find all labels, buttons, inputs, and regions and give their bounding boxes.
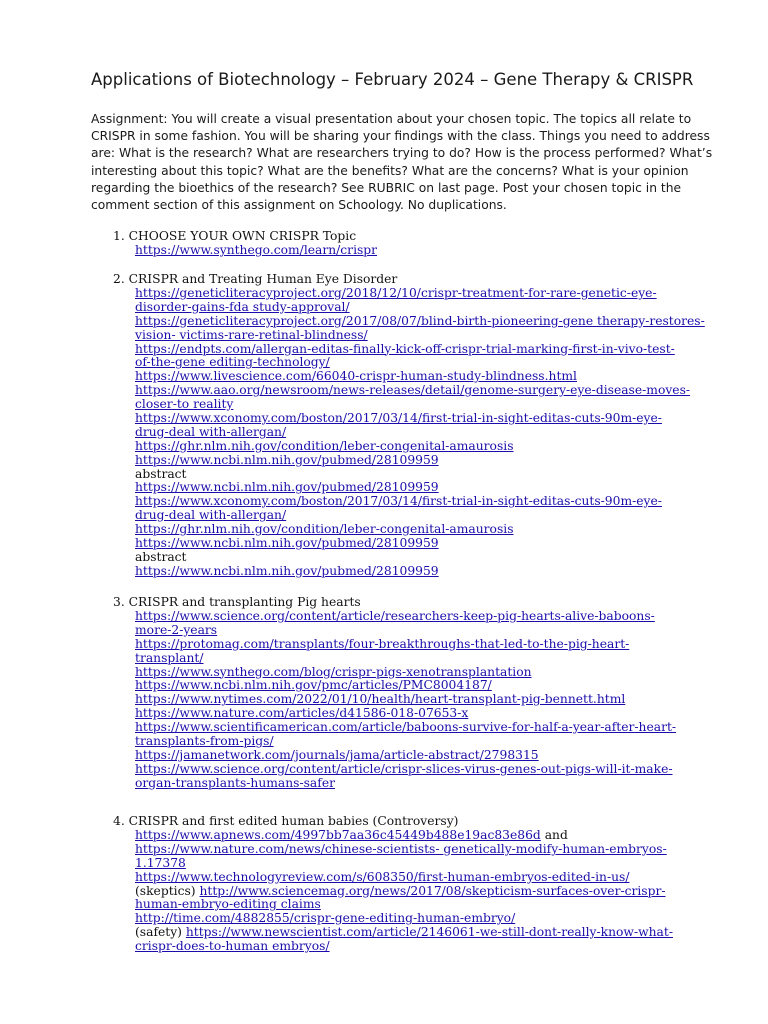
link-line bbox=[135, 343, 705, 357]
link-line bbox=[135, 315, 705, 329]
link-line bbox=[135, 454, 705, 468]
reference-link[interactable]: of-the-gene editing-technology/ bbox=[135, 355, 330, 370]
link-line bbox=[135, 356, 705, 370]
link-line bbox=[135, 244, 377, 258]
link-annotation: (skeptics) bbox=[135, 883, 200, 898]
link-line bbox=[135, 426, 705, 440]
link-line bbox=[135, 721, 676, 735]
reference-link[interactable]: https://geneticliteracyproject.org/2018/12/10/crispr-treatment-for-rare-genetic-eye- bbox=[135, 286, 657, 300]
assignment-line: interesting about this topic? What are the benefits? What are the concerns? What is your opinion bbox=[91, 163, 689, 178]
reference-link[interactable]: https://www.nytimes.com/2022/01/10/health/heart-transplant-pig-bennett.html bbox=[135, 692, 626, 707]
link-line bbox=[135, 898, 673, 912]
link-line bbox=[135, 679, 676, 693]
reference-link[interactable]: organ-transplants-humans-safer bbox=[135, 775, 335, 790]
reference-link[interactable]: 1.17378 bbox=[135, 855, 186, 870]
link-line bbox=[135, 551, 705, 565]
reference-link[interactable]: https://www.ncbi.nlm.nih.gov/pubmed/28109959 bbox=[135, 452, 439, 467]
link-line bbox=[135, 537, 705, 551]
link-line bbox=[135, 509, 705, 523]
reference-link[interactable]: https://www.nature.com/articles/d41586-018-07653-x bbox=[135, 706, 469, 721]
link-list bbox=[135, 287, 705, 579]
assignment-line: CRISPR in some fashion. You will be sharing your findings with the class. Things you need to address bbox=[91, 129, 710, 144]
topic-heading: 1. CHOOSE YOUR OWN CRISPR Topic bbox=[113, 229, 357, 243]
link-list bbox=[135, 610, 676, 791]
link-annotation: and bbox=[540, 828, 568, 842]
document-title: Applications of Biotechnology – February 2024 – Gene Therapy & CRISPR bbox=[91, 70, 694, 89]
link-line bbox=[135, 565, 705, 579]
topic-section-1 bbox=[113, 229, 377, 258]
link-line bbox=[135, 384, 705, 398]
assignment-line: comment section of this assignment on Schoology. No duplications. bbox=[91, 198, 507, 213]
reference-link[interactable]: https://www.apnews.com/4997bb7aa36c45449b488e19ac83e86d bbox=[135, 828, 541, 842]
reference-link[interactable]: https://www.synthego.com/learn/crispr bbox=[135, 243, 378, 257]
link-line bbox=[135, 843, 673, 857]
reference-link[interactable]: drug-deal with-allergan/ bbox=[135, 508, 287, 523]
topic-heading: 4. CRISPR and first edited human babies (Controversy) bbox=[113, 814, 459, 828]
reference-link[interactable]: https://www.xconomy.com/boston/2017/03/14/first-trial-in-sight-editas-cuts-90m-eye- bbox=[135, 494, 662, 509]
link-line bbox=[135, 370, 705, 384]
reference-link[interactable]: https://www.ncbi.nlm.nih.gov/pmc/articles/PMC8004187/ bbox=[135, 678, 492, 693]
reference-link[interactable]: closer-to reality bbox=[135, 397, 234, 412]
link-line bbox=[135, 638, 676, 652]
topic-section-2 bbox=[113, 272, 705, 579]
link-line bbox=[135, 440, 705, 454]
link-line bbox=[135, 707, 676, 721]
reference-link[interactable]: human-embryo-editing claims bbox=[135, 897, 321, 912]
link-line bbox=[135, 763, 676, 777]
link-list bbox=[135, 244, 377, 258]
link-line bbox=[135, 777, 676, 791]
link-line bbox=[135, 940, 673, 954]
reference-link[interactable]: https://protomag.com/transplants/four-breakthroughs-that-led-to-the-pig-heart- bbox=[135, 636, 630, 651]
link-line bbox=[135, 398, 705, 412]
link-line bbox=[135, 610, 676, 624]
reference-link[interactable]: http://www.sciencemag.org/news/2017/08/skepticism-surfaces-over-crispr- bbox=[199, 883, 666, 898]
link-line bbox=[135, 301, 705, 315]
link-line bbox=[135, 666, 676, 680]
reference-link[interactable]: https://www.livescience.com/66040-crispr-human-study-blindness.html bbox=[135, 369, 577, 384]
reference-link[interactable]: https://www.technologyreview.com/s/608350/first-human-embryos-edited-in-us/ bbox=[135, 869, 630, 884]
reference-link[interactable]: https://www.nature.com/news/chinese-scientists- genetically-modify-human-embryos- bbox=[135, 841, 667, 856]
topic-section-4 bbox=[113, 814, 673, 954]
reference-link[interactable]: disorder-gains-fda study-approval/ bbox=[135, 299, 350, 314]
reference-link[interactable]: vision- victims-rare-retinal-blindness/ bbox=[135, 327, 368, 342]
link-line bbox=[135, 481, 705, 495]
reference-link[interactable]: https://www.xconomy.com/boston/2017/03/14/first-trial-in-sight-editas-cuts-90m-eye- bbox=[135, 411, 662, 426]
reference-link[interactable]: https://www.ncbi.nlm.nih.gov/pubmed/28109959 bbox=[135, 563, 439, 578]
link-line bbox=[135, 912, 673, 926]
reference-link[interactable]: https://www.aao.org/newsroom/news-releases/detail/genome-surgery-eye-disease-moves- bbox=[135, 383, 691, 398]
reference-link[interactable]: https://www.scientificamerican.com/article/baboons-survive-for-half-a-year-after-heart- bbox=[135, 720, 677, 735]
link-line bbox=[135, 735, 676, 749]
link-line bbox=[135, 829, 673, 843]
link-line bbox=[135, 871, 673, 885]
assignment-line: are: What is the research? What are researchers trying to do? How is the process performed? What’s bbox=[91, 146, 713, 161]
link-line bbox=[135, 926, 673, 940]
link-list bbox=[135, 829, 673, 954]
reference-link[interactable]: https://jamanetwork.com/journals/jama/article-abstract/2798315 bbox=[135, 747, 539, 762]
reference-link[interactable]: https://www.science.org/content/article/crispr-slices-virus-genes-out-pigs-will-it-make- bbox=[135, 761, 673, 776]
link-line bbox=[135, 749, 676, 763]
reference-link[interactable]: https://www.ncbi.nlm.nih.gov/pubmed/28109959 bbox=[135, 536, 439, 551]
link-line bbox=[135, 412, 705, 426]
link-line bbox=[135, 495, 705, 509]
reference-link[interactable]: https://ghr.nlm.nih.gov/condition/leber-congenital-amaurosis bbox=[135, 522, 514, 537]
reference-link[interactable]: https://www.newscientist.com/article/2146061-we-still-dont-really-know-what- bbox=[185, 925, 673, 940]
reference-link[interactable]: https://www.synthego.com/blog/crispr-pigs-xenotransplantation bbox=[135, 664, 532, 679]
link-line bbox=[135, 693, 676, 707]
link-line bbox=[135, 523, 705, 537]
link-annotation: abstract bbox=[135, 466, 187, 481]
reference-link[interactable]: crispr-does-to-human embryos/ bbox=[135, 939, 330, 954]
reference-link[interactable]: drug-deal with-allergan/ bbox=[135, 424, 287, 439]
reference-link[interactable]: http://time.com/4882855/crispr-gene-editing-human-embryo/ bbox=[135, 911, 516, 926]
assignment-line: regarding the bioethics of the research? See RUBRIC on last page. Post your chosen topic in the bbox=[91, 180, 682, 195]
link-line bbox=[135, 652, 676, 666]
reference-link[interactable]: more-2-years bbox=[135, 622, 218, 637]
link-line bbox=[135, 468, 705, 482]
topic-heading: 3. CRISPR and transplanting Pig hearts bbox=[113, 595, 361, 609]
link-line bbox=[135, 624, 676, 638]
reference-link[interactable]: https://www.science.org/content/article/researchers-keep-pig-hearts-alive-baboons- bbox=[135, 609, 655, 623]
reference-link[interactable]: transplants-from-pigs/ bbox=[135, 734, 274, 749]
link-annotation: abstract bbox=[135, 549, 187, 564]
assignment-paragraph bbox=[91, 111, 741, 214]
link-annotation: (safety) bbox=[135, 925, 186, 940]
reference-link[interactable]: https://geneticliteracyproject.org/2017/08/07/blind-birth-pioneering-gene therapy-restores- bbox=[135, 313, 705, 328]
link-line bbox=[135, 857, 673, 871]
reference-link[interactable]: https://ghr.nlm.nih.gov/condition/leber-congenital-amaurosis bbox=[135, 438, 514, 453]
reference-link[interactable]: https://endpts.com/allergan-editas-finally-kick-off-crispr-trial-marking-first-in-vivo-test- bbox=[135, 341, 675, 356]
link-line bbox=[135, 287, 705, 301]
topic-heading: 2. CRISPR and Treating Human Eye Disorder bbox=[113, 272, 398, 286]
link-line bbox=[135, 885, 673, 899]
reference-link[interactable]: transplant/ bbox=[135, 650, 204, 665]
topic-section-3 bbox=[113, 595, 676, 791]
reference-link[interactable]: https://www.ncbi.nlm.nih.gov/pubmed/28109959 bbox=[135, 480, 439, 495]
link-line bbox=[135, 329, 705, 343]
assignment-line: Assignment: You will create a visual presentation about your chosen topic. The topics all relate to bbox=[91, 112, 692, 126]
